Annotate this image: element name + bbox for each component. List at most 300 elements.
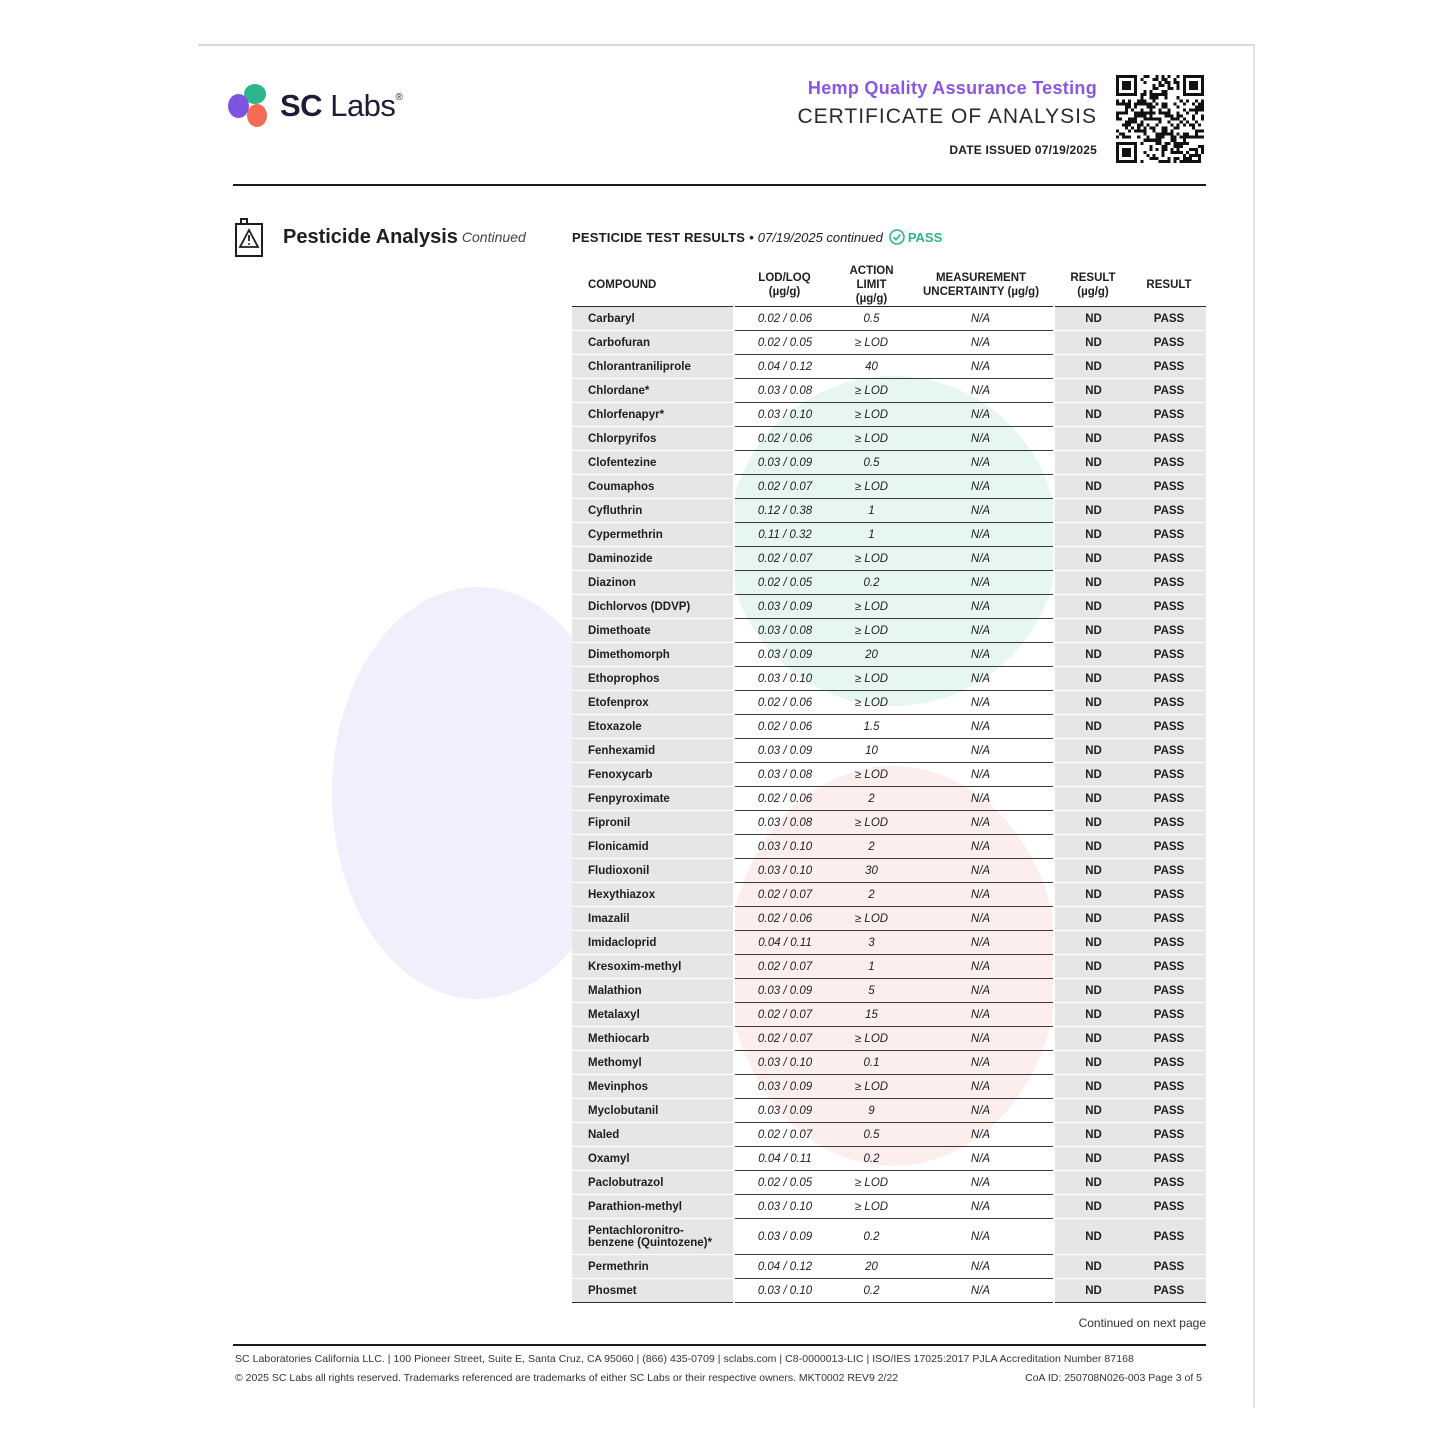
section-continued: Continued [461,229,526,245]
result-ug-cell: ND [1054,1075,1132,1099]
action-limit-cell: ≥ LOD [835,811,908,835]
result-ug-cell: ND [1054,475,1132,499]
result-cell: PASS [1132,835,1206,859]
result-ug-cell: ND [1054,1051,1132,1075]
table-row [572,787,1206,811]
result-ug-cell: ND [1054,667,1132,691]
section-heading [233,216,526,258]
lod-loq-cell: 0.03 / 0.09 [734,1099,835,1123]
table-row [572,1051,1206,1075]
action-limit-cell: ≥ LOD [835,1027,908,1051]
result-cell: PASS [1132,643,1206,667]
result-ug-cell: ND [1054,1027,1132,1051]
action-limit-cell: 0.2 [835,1147,908,1171]
result-ug-cell: ND [1054,1255,1132,1279]
coa-page [198,44,1255,1408]
document-header [797,78,1097,157]
compound-cell: Coumaphos [572,475,734,499]
action-limit-cell: 10 [835,739,908,763]
uncertainty-cell: N/A [908,1099,1054,1123]
qr-code-icon[interactable] [1116,75,1204,163]
compound-cell: Kresoxim-methyl [572,955,734,979]
uncertainty-cell: N/A [908,619,1054,643]
result-cell: PASS [1132,787,1206,811]
compound-cell: Phosmet [572,1279,734,1303]
results-header [572,229,942,245]
result-cell: PASS [1132,307,1206,331]
action-limit-cell: ≥ LOD [835,1195,908,1219]
table-row [572,547,1206,571]
table-row [572,331,1206,355]
lod-loq-cell: 0.02 / 0.07 [734,1003,835,1027]
table-row [572,691,1206,715]
lod-loq-cell: 0.03 / 0.09 [734,1219,835,1255]
uncertainty-cell: N/A [908,1051,1054,1075]
sc-labs-logo [226,82,402,130]
action-limit-cell: 20 [835,643,908,667]
compound-cell: Daminozide [572,547,734,571]
col-result: RESULT [1132,264,1206,307]
table-row [572,883,1206,907]
table-row [572,1171,1206,1195]
table-row [572,739,1206,763]
lod-loq-cell: 0.04 / 0.12 [734,355,835,379]
header-divider [233,184,1206,186]
result-cell: PASS [1132,1195,1206,1219]
result-cell: PASS [1132,763,1206,787]
compound-cell: Imidacloprid [572,931,734,955]
lod-loq-cell: 0.03 / 0.10 [734,835,835,859]
result-cell: PASS [1132,883,1206,907]
lod-loq-cell: 0.02 / 0.07 [734,1123,835,1147]
table-row [572,427,1206,451]
table-header-row [572,264,1206,307]
result-cell: PASS [1132,691,1206,715]
result-cell: PASS [1132,379,1206,403]
result-ug-cell: ND [1054,1279,1132,1303]
result-cell: PASS [1132,979,1206,1003]
uncertainty-cell: N/A [908,979,1054,1003]
compound-cell: Chlorpyrifos [572,427,734,451]
compound-cell: Myclobutanil [572,1099,734,1123]
result-cell: PASS [1132,403,1206,427]
overall-status-badge: PASS [907,229,943,245]
result-cell: PASS [1132,523,1206,547]
result-cell: PASS [1132,427,1206,451]
uncertainty-cell: N/A [908,595,1054,619]
lod-loq-cell: 0.02 / 0.06 [734,691,835,715]
action-limit-cell: 0.5 [835,1123,908,1147]
uncertainty-cell: N/A [908,1195,1054,1219]
footer-lab-info: SC Laboratories California LLC. | 100 Pioneer Street, Suite E, Santa Cruz, CA 95060 | (866) 435-0709 | sclabs.com | C8-0000013-LIC | ISO/IES 17025:2017 PJLA Accreditation Number 87168 [235,1353,1134,1365]
compound-cell: Pentachloronitro- benzene (Quintozene)* [572,1219,734,1255]
lod-loq-cell: 0.03 / 0.10 [734,667,835,691]
result-cell: PASS [1132,1075,1206,1099]
compound-cell: Fenhexamid [572,739,734,763]
lod-loq-cell: 0.02 / 0.06 [734,907,835,931]
result-cell: PASS [1132,331,1206,355]
footer-coa-id: CoA ID: 250708N026-003 Page 3 of 5 [1025,1372,1202,1384]
action-limit-cell: 1.5 [835,715,908,739]
lod-loq-cell: 0.02 / 0.07 [734,883,835,907]
lod-loq-cell: 0.03 / 0.08 [734,619,835,643]
result-ug-cell: ND [1054,1219,1132,1255]
uncertainty-cell: N/A [908,787,1054,811]
compound-cell: Hexythiazox [572,883,734,907]
table-row [572,571,1206,595]
result-ug-cell: ND [1054,499,1132,523]
lod-loq-cell: 0.03 / 0.10 [734,1279,835,1303]
action-limit-cell: 40 [835,355,908,379]
result-ug-cell: ND [1054,931,1132,955]
uncertainty-cell: N/A [908,1219,1054,1255]
compound-cell: Etoxazole [572,715,734,739]
compound-cell: Chlorantraniliprole [572,355,734,379]
result-cell: PASS [1132,1027,1206,1051]
compound-cell: Fludioxonil [572,859,734,883]
result-ug-cell: ND [1054,979,1132,1003]
table-row [572,1279,1206,1303]
action-limit-cell: 9 [835,1099,908,1123]
uncertainty-cell: N/A [908,1279,1054,1303]
uncertainty-cell: N/A [908,667,1054,691]
lod-loq-cell: 0.02 / 0.07 [734,1027,835,1051]
lod-loq-cell: 0.12 / 0.38 [734,499,835,523]
table-row [572,715,1206,739]
result-cell: PASS [1132,1255,1206,1279]
compound-cell: Diazinon [572,571,734,595]
action-limit-cell: 0.2 [835,571,908,595]
table-row [572,475,1206,499]
action-limit-cell: ≥ LOD [835,427,908,451]
result-cell: PASS [1132,1051,1206,1075]
result-ug-cell: ND [1054,835,1132,859]
action-limit-cell: 2 [835,835,908,859]
action-limit-cell: 20 [835,1255,908,1279]
lod-loq-cell: 0.03 / 0.08 [734,379,835,403]
uncertainty-cell: N/A [908,1123,1054,1147]
table-row [572,451,1206,475]
action-limit-cell: 1 [835,499,908,523]
result-ug-cell: ND [1054,1003,1132,1027]
compound-cell: Fenoxycarb [572,763,734,787]
result-ug-cell: ND [1054,403,1132,427]
result-ug-cell: ND [1054,619,1132,643]
col-compound: COMPOUND [572,264,734,307]
compound-cell: Dimethomorph [572,643,734,667]
uncertainty-cell: N/A [908,763,1054,787]
uncertainty-cell: N/A [908,643,1054,667]
action-limit-cell: 30 [835,859,908,883]
action-limit-cell: 1 [835,955,908,979]
result-cell: PASS [1132,1279,1206,1303]
lod-loq-cell: 0.02 / 0.06 [734,427,835,451]
compound-cell: Paclobutrazol [572,1171,734,1195]
uncertainty-cell: N/A [908,1027,1054,1051]
uncertainty-cell: N/A [908,1171,1054,1195]
uncertainty-cell: N/A [908,571,1054,595]
uncertainty-cell: N/A [908,355,1054,379]
action-limit-cell: 2 [835,787,908,811]
table-row [572,907,1206,931]
table-row [572,1195,1206,1219]
uncertainty-cell: N/A [908,715,1054,739]
result-cell: PASS [1132,1003,1206,1027]
results-separator: • [749,229,754,245]
lod-loq-cell: 0.03 / 0.09 [734,595,835,619]
compound-cell: Etofenprox [572,691,734,715]
table-row [572,1255,1206,1279]
compound-cell: Naled [572,1123,734,1147]
lod-loq-cell: 0.02 / 0.06 [734,715,835,739]
compound-cell: Dichlorvos (DDVP) [572,595,734,619]
result-cell: PASS [1132,619,1206,643]
result-ug-cell: ND [1054,355,1132,379]
lod-loq-cell: 0.02 / 0.07 [734,475,835,499]
action-limit-cell: ≥ LOD [835,691,908,715]
uncertainty-cell: N/A [908,907,1054,931]
lod-loq-cell: 0.03 / 0.09 [734,451,835,475]
action-limit-cell: 15 [835,1003,908,1027]
result-cell: PASS [1132,739,1206,763]
logo-wordmark: SC Labs® [280,88,403,123]
compound-cell: Fipronil [572,811,734,835]
table-row [572,619,1206,643]
compound-cell: Cyfluthrin [572,499,734,523]
compound-cell: Flonicamid [572,835,734,859]
result-ug-cell: ND [1054,643,1132,667]
result-cell: PASS [1132,715,1206,739]
certificate-title: CERTIFICATE OF ANALYSIS [797,105,1097,128]
action-limit-cell: ≥ LOD [835,379,908,403]
action-limit-cell: ≥ LOD [835,403,908,427]
action-limit-cell: 3 [835,931,908,955]
compound-cell: Chlorfenapyr* [572,403,734,427]
lod-loq-cell: 0.04 / 0.11 [734,931,835,955]
table-row [572,1075,1206,1099]
result-cell: PASS [1132,499,1206,523]
result-ug-cell: ND [1054,595,1132,619]
table-row [572,763,1206,787]
col-measurement-uncertainty: MEASUREMENT UNCERTAINTY (µg/g) [908,264,1054,307]
compound-cell: Chlordane* [572,379,734,403]
result-cell: PASS [1132,1099,1206,1123]
table-row [572,667,1206,691]
action-limit-cell: ≥ LOD [835,907,908,931]
action-limit-cell: 0.1 [835,1051,908,1075]
compound-cell: Malathion [572,979,734,1003]
compound-cell: Fenpyroximate [572,787,734,811]
lod-loq-cell: 0.03 / 0.10 [734,859,835,883]
result-cell: PASS [1132,475,1206,499]
result-cell: PASS [1132,931,1206,955]
result-ug-cell: ND [1054,331,1132,355]
result-ug-cell: ND [1054,787,1132,811]
lod-loq-cell: 0.02 / 0.05 [734,1171,835,1195]
uncertainty-cell: N/A [908,931,1054,955]
result-cell: PASS [1132,571,1206,595]
uncertainty-cell: N/A [908,1255,1054,1279]
compound-cell: Parathion-methyl [572,1195,734,1219]
compound-cell: Oxamyl [572,1147,734,1171]
result-ug-cell: ND [1054,1171,1132,1195]
table-row [572,1219,1206,1255]
col-lod-loq: LOD/LOQ (µg/g) [734,264,835,307]
table-row [572,355,1206,379]
result-ug-cell: ND [1054,547,1132,571]
result-cell: PASS [1132,595,1206,619]
results-date: 07/19/2025 continued [757,229,883,245]
lod-loq-cell: 0.03 / 0.10 [734,1051,835,1075]
action-limit-cell: ≥ LOD [835,1075,908,1099]
result-cell: PASS [1132,1123,1206,1147]
compound-cell: Carbaryl [572,307,734,331]
uncertainty-cell: N/A [908,331,1054,355]
uncertainty-cell: N/A [908,1003,1054,1027]
compound-cell: Imazalil [572,907,734,931]
result-ug-cell: ND [1054,451,1132,475]
compound-cell: Methiocarb [572,1027,734,1051]
lod-loq-cell: 0.02 / 0.06 [734,307,835,331]
lod-loq-cell: 0.03 / 0.08 [734,763,835,787]
result-ug-cell: ND [1054,811,1132,835]
result-ug-cell: ND [1054,1123,1132,1147]
lod-loq-cell: 0.02 / 0.05 [734,571,835,595]
lod-loq-cell: 0.03 / 0.10 [734,403,835,427]
action-limit-cell: ≥ LOD [835,595,908,619]
lod-loq-cell: 0.02 / 0.06 [734,787,835,811]
table-row [572,307,1206,331]
result-ug-cell: ND [1054,715,1132,739]
lod-loq-cell: 0.03 / 0.09 [734,979,835,1003]
lod-loq-cell: 0.03 / 0.09 [734,643,835,667]
uncertainty-cell: N/A [908,1075,1054,1099]
col-result-ug: RESULT (µg/g) [1054,264,1132,307]
col-action-limit: ACTION LIMIT (µg/g) [835,264,908,307]
uncertainty-cell: N/A [908,451,1054,475]
result-ug-cell: ND [1054,883,1132,907]
result-ug-cell: ND [1054,955,1132,979]
table-row [572,523,1206,547]
action-limit-cell: ≥ LOD [835,475,908,499]
compound-cell: Permethrin [572,1255,734,1279]
uncertainty-cell: N/A [908,547,1054,571]
compound-cell: Clofentezine [572,451,734,475]
uncertainty-cell: N/A [908,859,1054,883]
table-row [572,1123,1206,1147]
uncertainty-cell: N/A [908,307,1054,331]
uncertainty-cell: N/A [908,883,1054,907]
lod-loq-cell: 0.03 / 0.10 [734,1195,835,1219]
result-ug-cell: ND [1054,1099,1132,1123]
action-limit-cell: 0.5 [835,451,908,475]
table-row [572,1027,1206,1051]
result-cell: PASS [1132,1147,1206,1171]
table-row [572,835,1206,859]
uncertainty-cell: N/A [908,811,1054,835]
table-row [572,931,1206,955]
table-row [572,1147,1206,1171]
compound-cell: Carbofuran [572,331,734,355]
action-limit-cell: 1 [835,523,908,547]
action-limit-cell: 0.2 [835,1219,908,1255]
result-cell: PASS [1132,355,1206,379]
compound-cell: Metalaxyl [572,1003,734,1027]
uncertainty-cell: N/A [908,1147,1054,1171]
result-cell: PASS [1132,547,1206,571]
result-ug-cell: ND [1054,571,1132,595]
table-row [572,859,1206,883]
result-cell: PASS [1132,667,1206,691]
uncertainty-cell: N/A [908,523,1054,547]
logo-mark-icon [226,82,272,130]
result-ug-cell: ND [1054,427,1132,451]
footer-copyright: © 2025 SC Labs all rights reserved. Trademarks referenced are trademarks of either SC Labs or their respective owners. MKT0002 REV9 2/22 [235,1372,899,1384]
section-title: Pesticide Analysis [283,225,458,248]
pass-check-icon [889,229,905,245]
table-row [572,1099,1206,1123]
uncertainty-cell: N/A [908,499,1054,523]
result-cell: PASS [1132,1219,1206,1255]
compound-cell: Ethoprophos [572,667,734,691]
footer-divider [233,1344,1206,1346]
uncertainty-cell: N/A [908,739,1054,763]
lod-loq-cell: 0.11 / 0.32 [734,523,835,547]
results-label: PESTICIDE TEST RESULTS [572,229,746,245]
table-row [572,1003,1206,1027]
action-limit-cell: 2 [835,883,908,907]
compound-cell: Methomyl [572,1051,734,1075]
result-ug-cell: ND [1054,691,1132,715]
table-row [572,979,1206,1003]
table-row [572,379,1206,403]
action-limit-cell: ≥ LOD [835,547,908,571]
table-row [572,595,1206,619]
lod-loq-cell: 0.02 / 0.05 [734,331,835,355]
lod-loq-cell: 0.02 / 0.07 [734,547,835,571]
uncertainty-cell: N/A [908,427,1054,451]
result-ug-cell: ND [1054,1195,1132,1219]
lod-loq-cell: 0.04 / 0.11 [734,1147,835,1171]
uncertainty-cell: N/A [908,955,1054,979]
continued-note: Continued on next page [1078,1316,1206,1330]
uncertainty-cell: N/A [908,379,1054,403]
result-cell: PASS [1132,1171,1206,1195]
result-ug-cell: ND [1054,523,1132,547]
uncertainty-cell: N/A [908,403,1054,427]
result-cell: PASS [1132,955,1206,979]
result-cell: PASS [1132,811,1206,835]
table-row [572,499,1206,523]
action-limit-cell: ≥ LOD [835,619,908,643]
compound-cell: Mevinphos [572,1075,734,1099]
lod-loq-cell: 0.03 / 0.08 [734,811,835,835]
pesticide-results-table [572,264,1206,1303]
lod-loq-cell: 0.02 / 0.07 [734,955,835,979]
lod-loq-cell: 0.03 / 0.09 [734,739,835,763]
result-ug-cell: ND [1054,1147,1132,1171]
result-cell: PASS [1132,451,1206,475]
action-limit-cell: ≥ LOD [835,1171,908,1195]
result-cell: PASS [1132,859,1206,883]
result-ug-cell: ND [1054,859,1132,883]
action-limit-cell: 5 [835,979,908,1003]
uncertainty-cell: N/A [908,475,1054,499]
compound-cell: Cypermethrin [572,523,734,547]
action-limit-cell: ≥ LOD [835,331,908,355]
compound-cell: Dimethoate [572,619,734,643]
result-ug-cell: ND [1054,763,1132,787]
